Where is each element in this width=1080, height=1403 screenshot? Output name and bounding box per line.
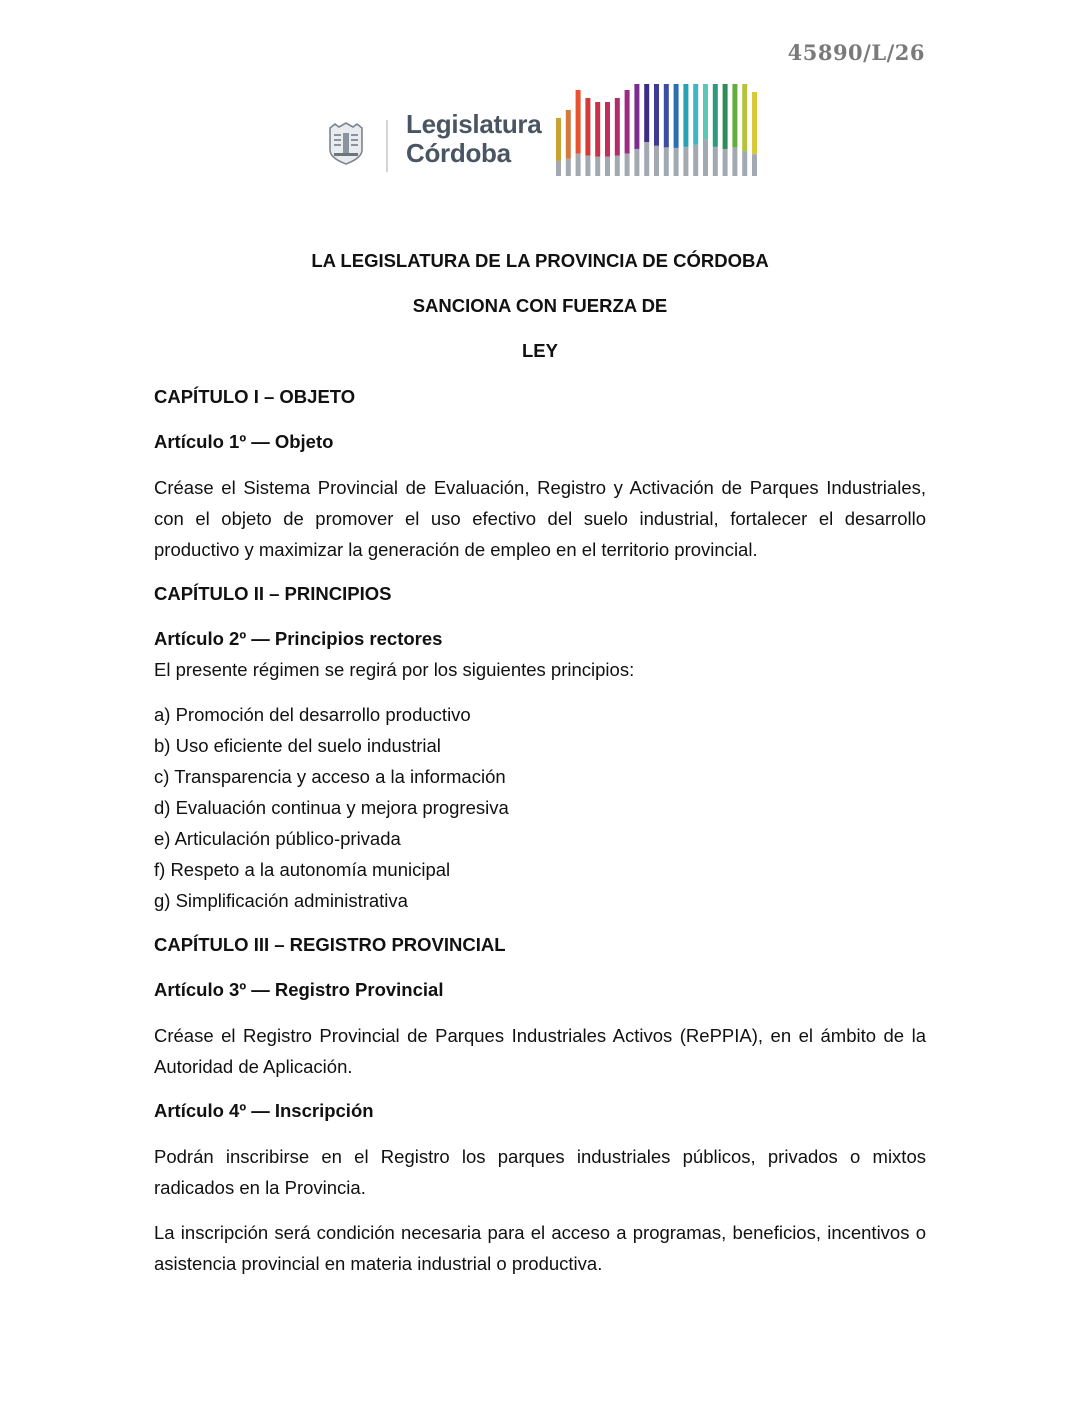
- list-item: a) Promoción del desarrollo productivo: [154, 704, 471, 725]
- article-1-heading: Artículo 1º — Objeto: [154, 431, 334, 452]
- legislatura-logo: [322, 84, 762, 180]
- article-1-paragraph: Créase el Sistema Provincial de Evaluación, Registro y Activación de Parques Industriales, con el objeto de promover el uso efectivo del suelo industrial, fortalecer el desarrollo productivo y maximizar la generación de empleo en el territorio provincial.: [154, 477, 926, 560]
- title-legislature: LA LEGISLATURA DE LA PROVINCIA DE CÓRDOBA: [311, 250, 769, 271]
- logo-wordmark: [406, 110, 541, 168]
- article-3-paragraph: Créase el Registro Provincial de Parques Industriales Activos (RePPIA), en el ámbito de la Autoridad de Aplicación.: [154, 1025, 926, 1077]
- article-4-heading: Artículo 4º — Inscripción: [154, 1100, 374, 1121]
- logo-wordmark-line1: Legislatura: [406, 109, 542, 139]
- list-item: e) Articulación público-privada: [154, 828, 401, 849]
- article-4-paragraph-1: Podrán inscribirse en el Registro los parques industriales públicos, privados o mixtos radicados en la Provincia.: [154, 1146, 926, 1198]
- logo-divider: [386, 120, 388, 172]
- article-2-intro: El presente régimen se regirá por los siguientes principios:: [154, 659, 635, 680]
- document-body: [154, 246, 926, 1279]
- list-item: g) Simplificación administrativa: [154, 890, 408, 911]
- list-item: d) Evaluación continua y mejora progresiva: [154, 797, 509, 818]
- list-item: b) Uso eficiente del suelo industrial: [154, 735, 441, 756]
- logo-wordmark-line2: Córdoba: [406, 138, 511, 168]
- coat-of-arms-icon: [326, 120, 366, 166]
- title-ley: LEY: [522, 340, 558, 361]
- article-4-paragraph-2: La inscripción será condición necesaria para el acceso a programas, beneficios, incentivos o asistencia provincial en materia industrial o productiva.: [154, 1222, 926, 1274]
- chapter-2-heading: CAPÍTULO II – PRINCIPIOS: [154, 583, 392, 604]
- document-id: 45890/L/26: [787, 40, 925, 65]
- article-2-heading: Artículo 2º — Principios rectores: [154, 628, 443, 649]
- chapter-1-heading: CAPÍTULO I – OBJETO: [154, 386, 356, 407]
- list-item: f) Respeto a la autonomía municipal: [154, 859, 451, 880]
- article-3-heading: Artículo 3º — Registro Provincial: [154, 979, 444, 1000]
- color-bars-graphic: [554, 84, 764, 180]
- title-sanction: SANCIONA CON FUERZA DE: [412, 295, 668, 316]
- principles-list: [154, 699, 926, 916]
- chapter-3-heading: CAPÍTULO III – REGISTRO PROVINCIAL: [154, 934, 506, 955]
- list-item: c) Transparencia y acceso a la información: [154, 766, 506, 787]
